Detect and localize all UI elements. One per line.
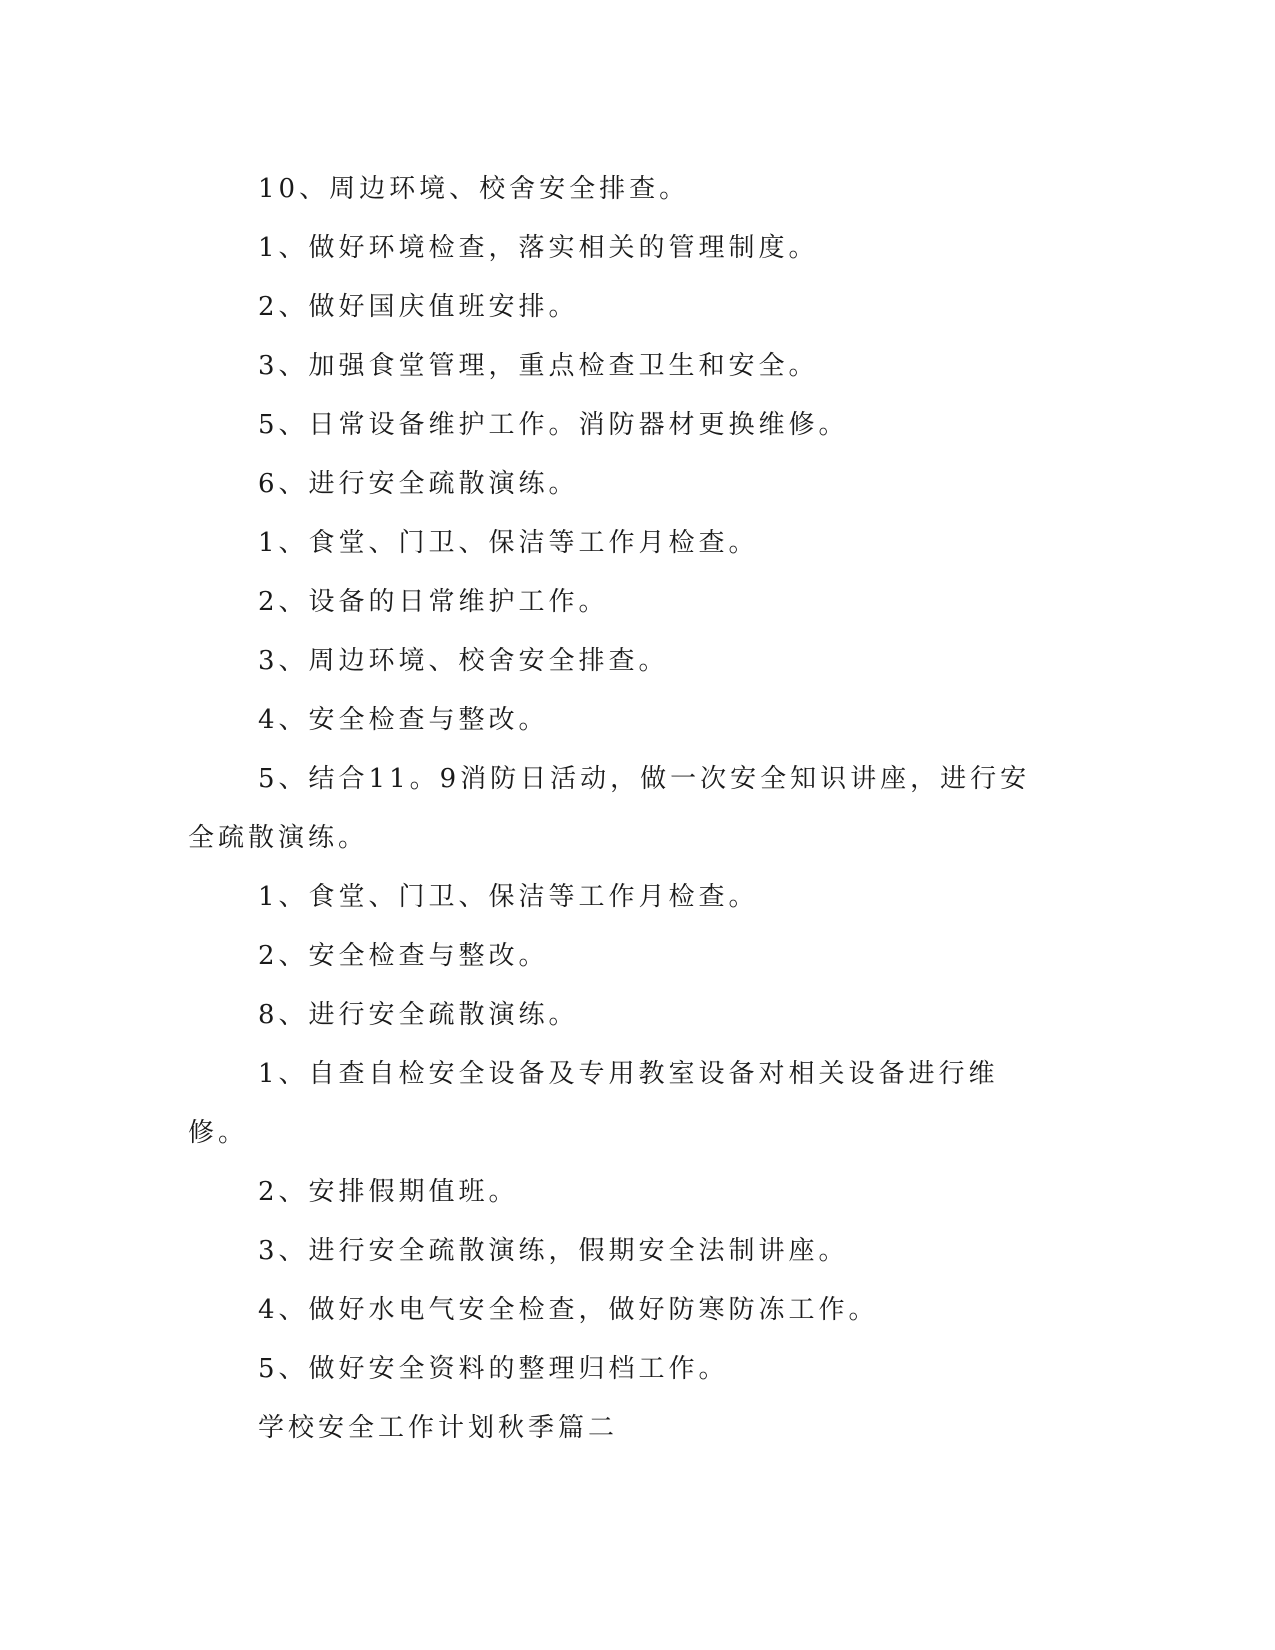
- paragraph: 8、进行安全疏散演练。: [258, 1000, 579, 1030]
- paragraph: 10、周边环境、校舍安全排查。: [258, 174, 690, 204]
- paragraph: 2、做好国庆值班安排。: [258, 292, 579, 322]
- paragraph: 2、安全检查与整改。: [258, 941, 549, 971]
- paragraph: 4、安全检查与整改。: [258, 705, 549, 735]
- paragraph: 3、周边环境、校舍安全排查。: [258, 646, 669, 676]
- paragraph: 3、加强食堂管理，重点检查卫生和安全。: [258, 351, 819, 381]
- paragraph: 1、做好环境检查，落实相关的管理制度。: [258, 233, 819, 263]
- section-heading: 学校安全工作计划秋季篇二: [258, 1413, 619, 1443]
- paragraph: 2、设备的日常维护工作。: [258, 587, 609, 617]
- paragraph: 5、日常设备维护工作。消防器材更换维修。: [258, 410, 849, 440]
- paragraph: 6、进行安全疏散演练。: [258, 469, 579, 499]
- paragraph: 4、做好水电气安全检查，做好防寒防冻工作。: [258, 1295, 879, 1325]
- paragraph: 1、自查自检安全设备及专用教室设备对相关设备进行维修。: [188, 1059, 999, 1148]
- document-body: [188, 160, 1058, 1458]
- paragraph: 1、食堂、门卫、保洁等工作月检查。: [258, 882, 759, 912]
- paragraph: 2、安排假期值班。: [258, 1177, 519, 1207]
- paragraph: 5、结合11。9消防日活动，做一次安全知识讲座，进行安全疏散演练。: [188, 764, 1031, 853]
- paragraph: 3、进行安全疏散演练，假期安全法制讲座。: [258, 1236, 849, 1266]
- paragraph: 1、食堂、门卫、保洁等工作月检查。: [258, 528, 759, 558]
- paragraph: 5、做好安全资料的整理归档工作。: [258, 1354, 729, 1384]
